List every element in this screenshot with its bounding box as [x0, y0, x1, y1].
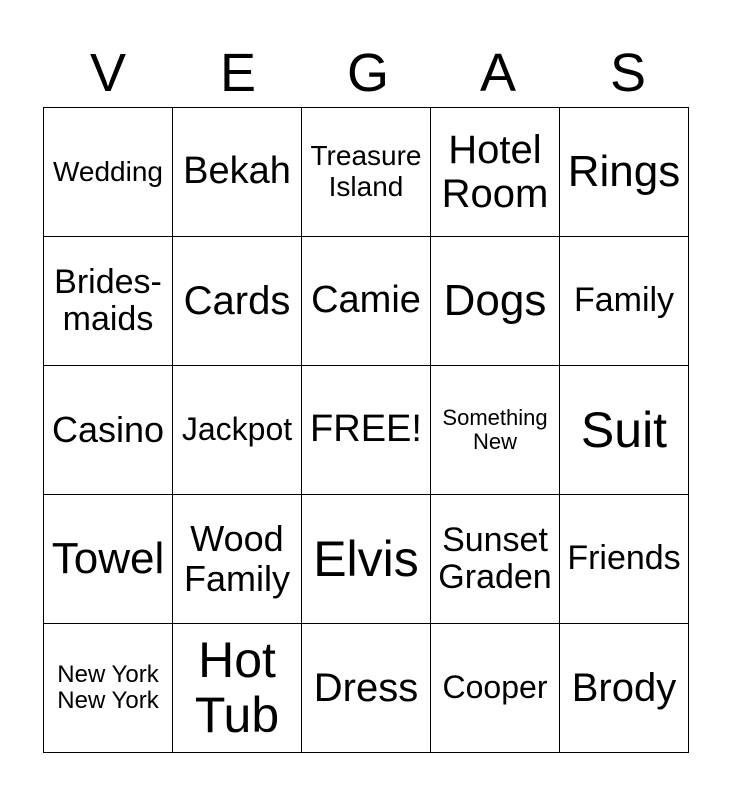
bingo-cell[interactable]: Elvis [302, 495, 431, 624]
bingo-cell free-space[interactable]: FREE! [302, 366, 431, 495]
board-row [44, 624, 689, 753]
bingo-cell[interactable]: Hotel Room [431, 108, 560, 237]
bingo-cell[interactable]: Towel [44, 495, 173, 624]
bingo-header [43, 42, 693, 104]
bingo-cell[interactable]: Bekah [173, 108, 302, 237]
bingo-cell[interactable]: Hot Tub [173, 624, 302, 753]
header-letter-a: A [479, 43, 517, 103]
bingo-cell[interactable]: Sunset Graden [431, 495, 560, 624]
header-letter-g: G [346, 43, 389, 103]
bingo-cell[interactable]: Brody [560, 624, 689, 753]
bingo-cell[interactable]: Casino [44, 366, 173, 495]
bingo-cell[interactable]: New York New York [44, 624, 173, 753]
bingo-cell[interactable]: Treasure Island [302, 108, 431, 237]
bingo-cell[interactable]: Brides- maids [44, 237, 173, 366]
header-letter-e: E [219, 43, 257, 103]
bingo-board [43, 107, 689, 753]
bingo-cell[interactable]: Camie [302, 237, 431, 366]
bingo-cell[interactable]: Wood Family [173, 495, 302, 624]
bingo-cell[interactable]: Rings [560, 108, 689, 237]
header-letter-v: V [89, 43, 127, 103]
bingo-cell[interactable]: Dress [302, 624, 431, 753]
bingo-cell[interactable]: Cooper [431, 624, 560, 753]
board-row [44, 366, 689, 495]
bingo-cell[interactable]: Suit [560, 366, 689, 495]
bingo-cell[interactable]: Dogs [431, 237, 560, 366]
header-letter-s: S [609, 43, 647, 103]
bingo-cell[interactable]: Family [560, 237, 689, 366]
bingo-cell[interactable]: Something New [431, 366, 560, 495]
bingo-cell[interactable]: Wedding [44, 108, 173, 237]
board-row [44, 108, 689, 237]
board-row [44, 495, 689, 624]
board-row [44, 237, 689, 366]
bingo-cell[interactable]: Cards [173, 237, 302, 366]
bingo-cell[interactable]: Jackpot [173, 366, 302, 495]
bingo-cell[interactable]: Friends [560, 495, 689, 624]
